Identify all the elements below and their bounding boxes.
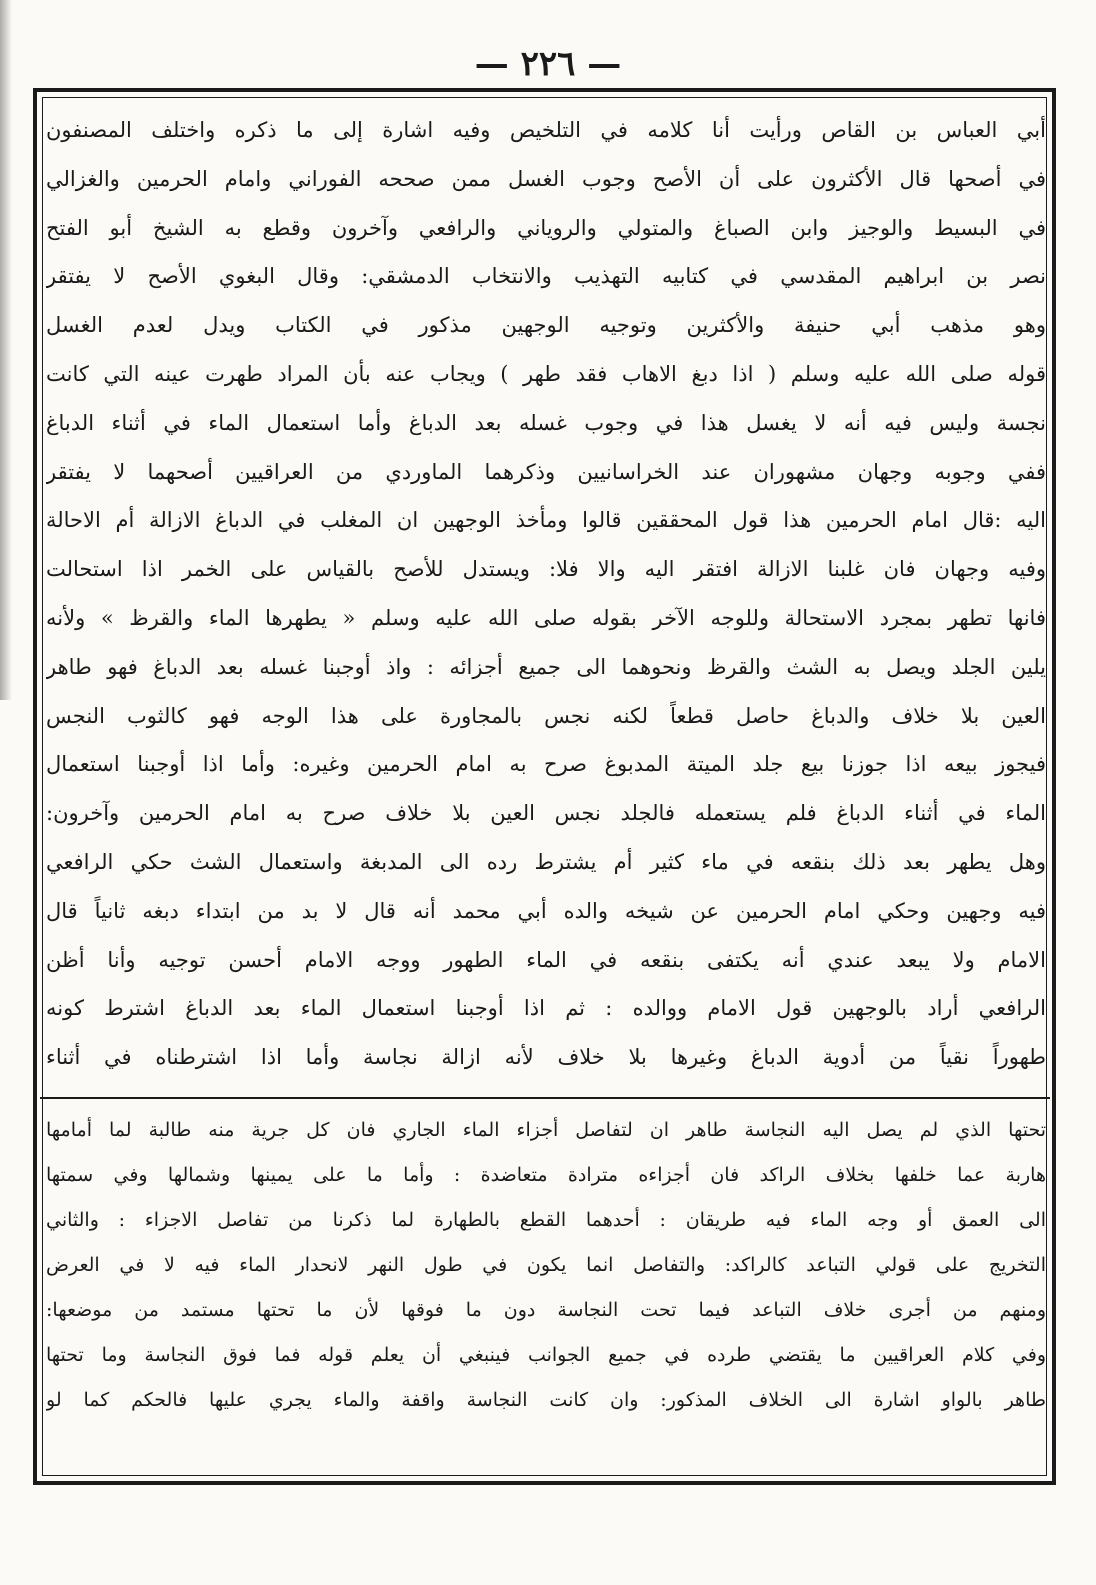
page-number: — ٢٢٦ — <box>474 44 622 84</box>
footnote-line: التخريج على قولي التباعد كالراكد: والتفاصل انما يكون في طول النهر لانحدار الماء فيه لا في العرض <box>46 1254 1046 1276</box>
footnote-line: ومنهم من أجرى خلاف التباعد فيما تحت النجاسة دون ما فوقها لأن ما تحتها مستمد من موضعها: <box>46 1299 1046 1321</box>
main-line: أبي العباس بن القاص ورأيت أنا كلامه في التلخيص وفيه اشارة إلى ما ذكره واختلف المصنفون <box>46 118 1046 142</box>
main-line: الماء في أثناء الدباغ فلم يستعمله فالجلد نجس العين بلا خلاف صرح به امام الحرمين وآخرون: <box>46 801 1046 826</box>
main-line: وهو مذهب أبي حنيفة والأكثرين وتوجيه الوجهين مذكور في الكتاب ويدل لعدم الغسل <box>46 313 1046 338</box>
main-line: نجسة وليس فيه أنه لا يغسل هذا في وجوب غسله بعد الدباغ وأما استعمال الماء في أثناء الدباغ <box>46 410 1046 435</box>
main-line: وفيه وجهان فان غلبنا الازالة افتقر اليه والا فلا: ويستدل للأصح بالقياس على الخمر اذا استحالت <box>46 557 1046 582</box>
main-line: ففي وجوبه وجهان مشهوران عند الخراسانيين وذكرهما الماوردي من العراقيين أصحهما لا يفتقر <box>46 459 1046 484</box>
main-line: نصر بن ابراهيم المقدسي في كتابيه التهذيب والانتخاب الدمشقي: وقال البغوي الأصح لا يفتقر <box>46 264 1046 289</box>
footnote-line: طاهر بالواو اشارة الى الخلاف المذكور: وان كانت النجاسة واقفة والماء يجري عليها فالحكم كما لو <box>46 1389 1046 1411</box>
main-line: الامام ولا يبعد عندي أنه يكتفى بنقعه في الماء الطهور ووجه الامام أحسن توجيه وأنا أظن <box>46 947 1046 972</box>
footnote-line: وفي كلام العراقيين ما يقتضي طرده في جميع الجوانب فينبغي أن يعلم قوله فما فوق النجاسة وما تحتها <box>46 1344 1046 1366</box>
main-line: اليه :قال امام الحرمين هذا قول المحققين قالوا ومأخذ الوجهين ان المغلب في الدباغ الازالة أم الاحالة <box>46 508 1046 533</box>
main-line: وهل يطهر بعد ذلك بنقعه في ماء كثير أم يشترط رده الى المدبغة واستعمال الشث حكي الرافعي <box>46 849 1046 874</box>
main-line: يلين الجلد ويصل به الشث والقرظ ونحوهما الى جميع أجزائه : واذ أوجبنا غسله بعد الدباغ فهو طاهر <box>46 654 1046 679</box>
main-line: فيجوز بيعه اذا جوزنا بيع جلد الميتة المدبوغ صرح به امام الحرمين وغيره: وأما اذا أوجبنا استعمال <box>46 752 1046 777</box>
main-line: الرافعي أراد بالوجهين قول الامام ووالده : ثم اذا أوجبنا استعمال الماء بعد الدباغ اشترط كونه <box>46 996 1046 1021</box>
main-line: العين بلا خلاف والدباغ حاصل قطعاً لكنه نجس بالمجاورة على هذا الوجه فهو كالثوب النجس <box>46 703 1046 728</box>
main-line: فيه وجهين وحكي امام الحرمين عن شيخه والده أبي محمد أنه قال لا بد من ابتداء دبغه ثانياً قال <box>46 898 1046 923</box>
footnote-line: هاربة عما خلفها بخلاف الراكد فان أجزاءه مترادة متعاضدة : وأما ما على يمينها وشمالها وفي سمتها <box>46 1164 1046 1186</box>
main-line: في البسيط والوجيز وابن الصباغ والمتولي والروياني والرافعي وآخرون وقطع به الشيخ أبو الفتح <box>46 215 1046 240</box>
main-text <box>46 106 1046 1082</box>
footnote-divider <box>40 1097 1050 1099</box>
page-edge-shadow <box>0 0 12 700</box>
main-line: فانها تطهر بمجرد الاستحالة وللوجه الآخر بقوله صلى الله عليه وسلم « يطهرها الماء والقرظ » ولأنه <box>46 605 1046 630</box>
main-line: قوله صلى الله عليه وسلم ( اذا دبغ الاهاب فقد طهر ) ويجاب عنه بأن المراد طهرت عينه التي كانت <box>46 361 1046 386</box>
main-line: في أصحها قال الأكثرون على أن الأصح وجوب الغسل ممن صححه الفوراني وامام الحرمين والغزالي <box>46 166 1046 191</box>
footnote-line: تحتها الذي لم يصل اليه النجاسة طاهر ان لتفاصل أجزاء الماء الجاري فان كل جرية منه طالبة لما أمامها <box>46 1119 1046 1141</box>
footnote-text <box>46 1108 1046 1423</box>
footnote-line: الى العمق أو وجه الماء فيه طريقان : أحدهما القطع بالطهارة لما ذكرنا من تفاصل الاجزاء : والثاني <box>46 1209 1046 1231</box>
main-line: طهوراً نقياً من أدوية الدباغ وغيرها بلا خلاف لأنه ازالة نجاسة وأما اذا اشترطناه في أثناء <box>46 1045 1046 1070</box>
